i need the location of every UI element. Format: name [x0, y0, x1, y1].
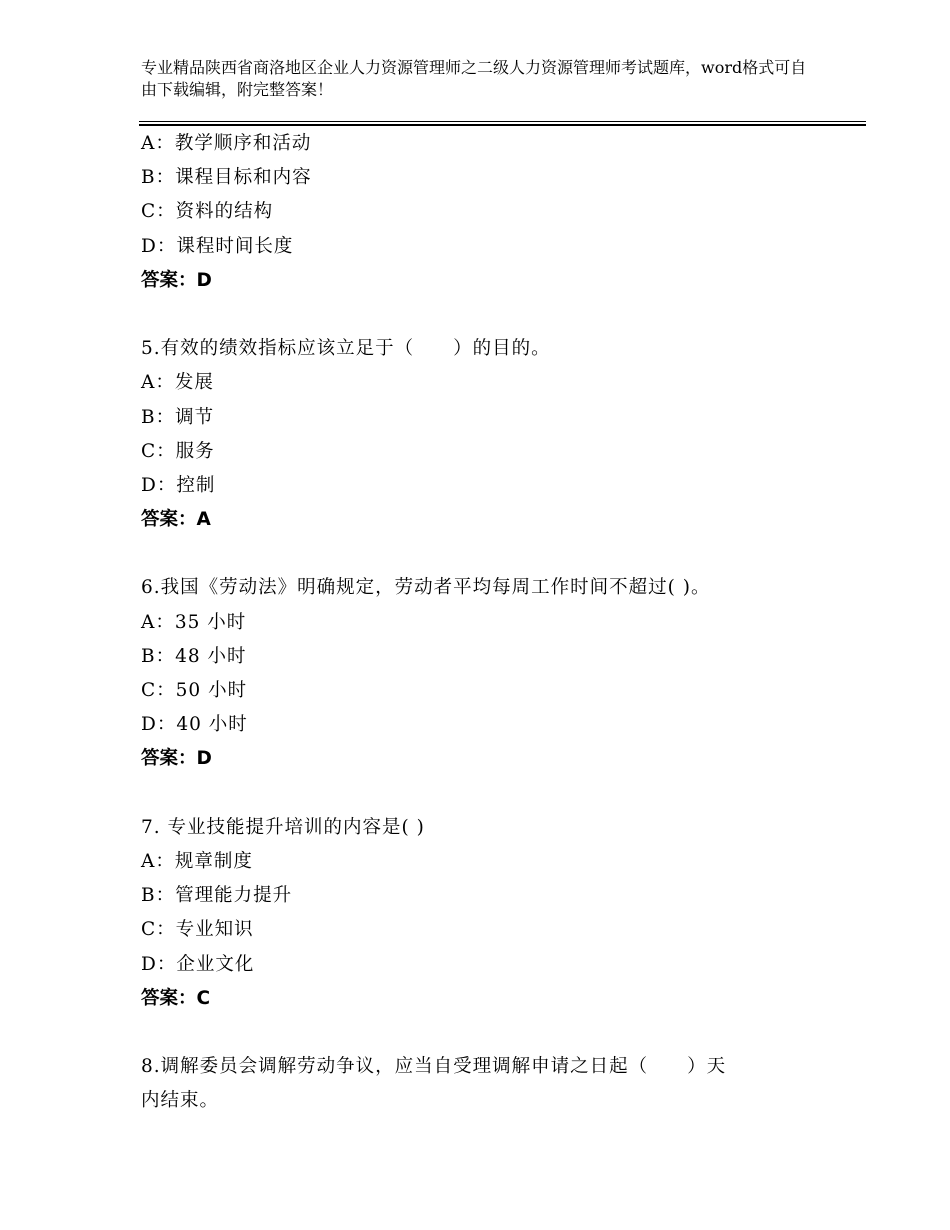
q5-option-c: C：服务	[141, 440, 215, 462]
q4-answer-value: D	[196, 269, 212, 291]
question-5	[141, 332, 831, 537]
question-7	[141, 811, 831, 1016]
answer-label: 答案：	[141, 748, 197, 770]
q4-option-d: D：课程时间长度	[141, 235, 294, 257]
q8-question-line-1: 8.调解委员会调解劳动争议，应当自受理调解申请之日起（ ）天	[141, 1056, 727, 1078]
q5-answer	[141, 503, 831, 537]
q6-option-b: B：48 小时	[141, 645, 247, 667]
answer-label: 答案：	[141, 509, 197, 531]
header-rule-thin	[139, 121, 866, 122]
q6-answer	[141, 742, 831, 776]
q5-question: 5.有效的绩效指标应该立足于（ ）的目的。	[141, 338, 551, 360]
q7-question: 7. 专业技能提升培训的内容是( )	[141, 816, 425, 838]
document-body	[141, 127, 831, 1118]
q8-question-line-2: 内结束。	[141, 1090, 220, 1112]
q6-option-d: D：40 小时	[141, 714, 248, 736]
q6-answer-value: D	[196, 748, 212, 770]
q7-answer-value: C	[196, 987, 211, 1009]
q7-answer	[141, 982, 831, 1016]
header-rule-thick	[139, 124, 866, 126]
q7-option-c: C：专业知识	[141, 919, 254, 941]
q5-option-d: D：控制	[141, 474, 216, 496]
q4-option-b: B：课程目标和内容	[141, 167, 312, 189]
q5-option-a: A：发展	[141, 372, 214, 394]
question-8	[141, 1050, 831, 1118]
answer-label: 答案：	[141, 987, 197, 1009]
q7-option-b: B：管理能力提升	[141, 885, 293, 907]
q6-option-a: A：35 小时	[141, 611, 247, 633]
question-6	[141, 571, 831, 776]
document-header: 专业精品陕西省商洛地区企业人力资源管理师之二级人力资源管理师考试题库，word格式可自由下载编辑，附完整答案！	[141, 58, 807, 99]
q5-option-b: B：调节	[141, 406, 215, 428]
q7-option-a: A：规章制度	[141, 850, 253, 872]
question-4	[141, 127, 831, 298]
q6-option-c: C：50 小时	[141, 680, 248, 701]
q6-question: 6.我国《劳动法》明确规定，劳动者平均每周工作时间不超过( )。	[141, 577, 711, 599]
q4-option-a: A：教学顺序和活动	[141, 133, 312, 154]
q7-option-d: D：企业文化	[141, 953, 255, 975]
q5-answer-value: A	[196, 509, 211, 531]
q4-option-c: C：资料的结构	[141, 201, 274, 223]
q4-answer	[141, 264, 831, 298]
answer-label: 答案：	[141, 269, 197, 291]
